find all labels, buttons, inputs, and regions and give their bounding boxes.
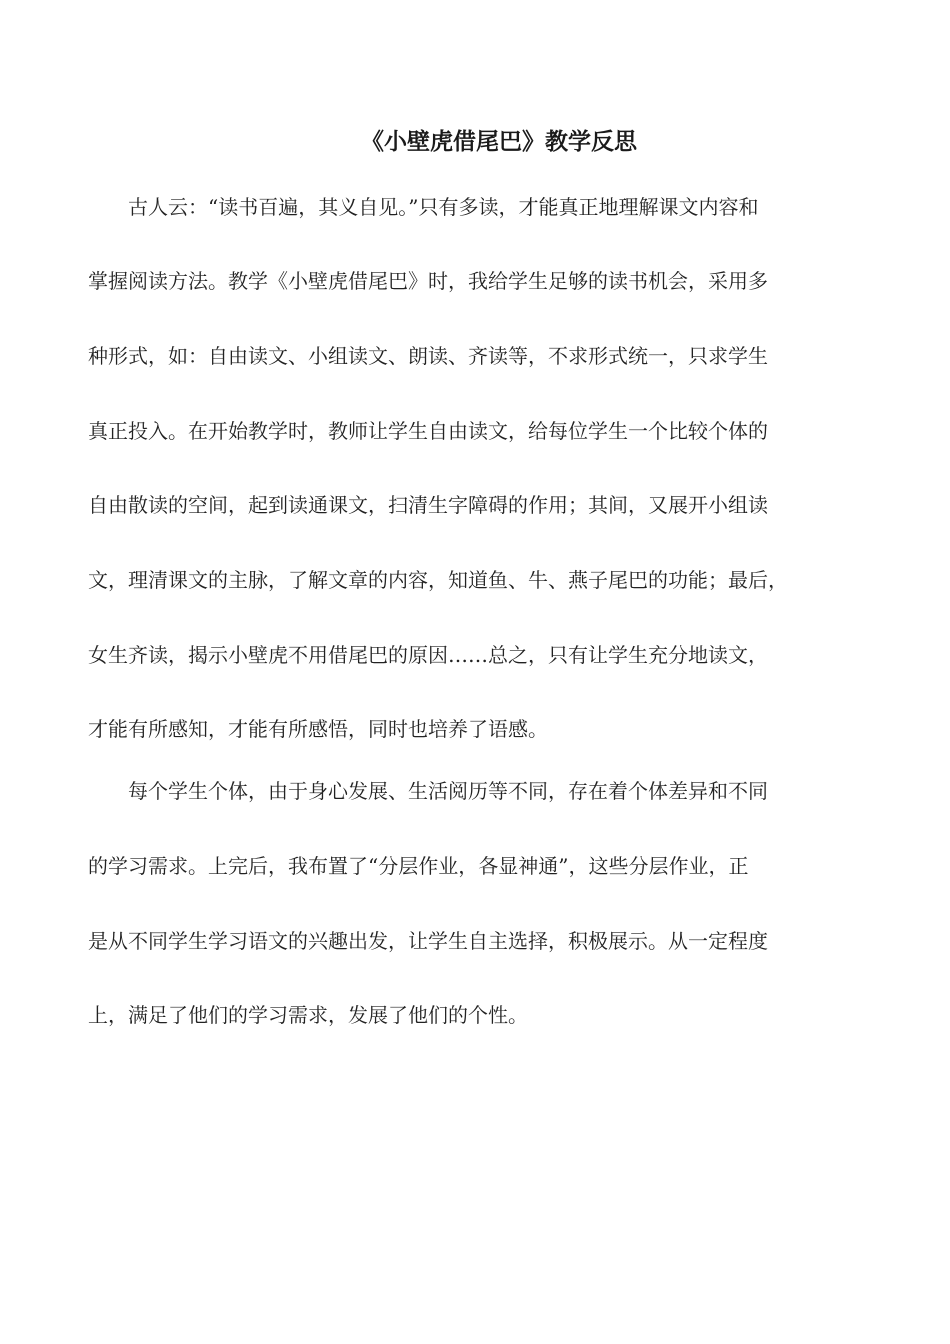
document-title: 《小壁虎借尾巴》教学反思 (361, 128, 637, 155)
paragraph-line: 是从不同学生学习语文的兴趣出发，让学生自主选择，积极展示。从一定程度 (88, 929, 768, 953)
paragraph-line: 上，满足了他们的学习需求，发展了他们的个性。 (88, 1003, 528, 1027)
paragraph-line: 文，理清课文的主脉，了解文章的内容，知道鱼、牛、燕子尾巴的功能；最后， (88, 568, 788, 592)
paragraph-line: 自由散读的空间，起到读通课文，扫清生字障碍的作用；其间，又展开小组读 (88, 493, 768, 517)
paragraph-line: 每个学生个体，由于身心发展、生活阅历等不同，存在着个体差异和不同 (128, 779, 768, 803)
paragraph-line: 掌握阅读方法。教学《小壁虎借尾巴》时，我给学生足够的读书机会，采用多 (88, 269, 768, 293)
paragraph-line: 真正投入。在开始教学时，教师让学生自由读文，给每位学生一个比较个体的 (88, 419, 768, 443)
paragraph-line: 种形式，如：自由读文、小组读文、朗读、齐读等，不求形式统一，只求学生 (88, 344, 768, 368)
paragraph-line: 的学习需求。上完后，我布置了“分层作业，各显神通”，这些分层作业，正 (88, 854, 749, 878)
paragraph-line: 女生齐读，揭示小壁虎不用借尾巴的原因……总之，只有让学生充分地读文， (88, 643, 768, 667)
paragraph-line: 才能有所感知，才能有所感悟，同时也培养了语感。 (88, 717, 548, 741)
paragraph-line: 古人云：“读书百遍，其义自见。”只有多读，才能真正地理解课文内容和 (128, 195, 759, 219)
